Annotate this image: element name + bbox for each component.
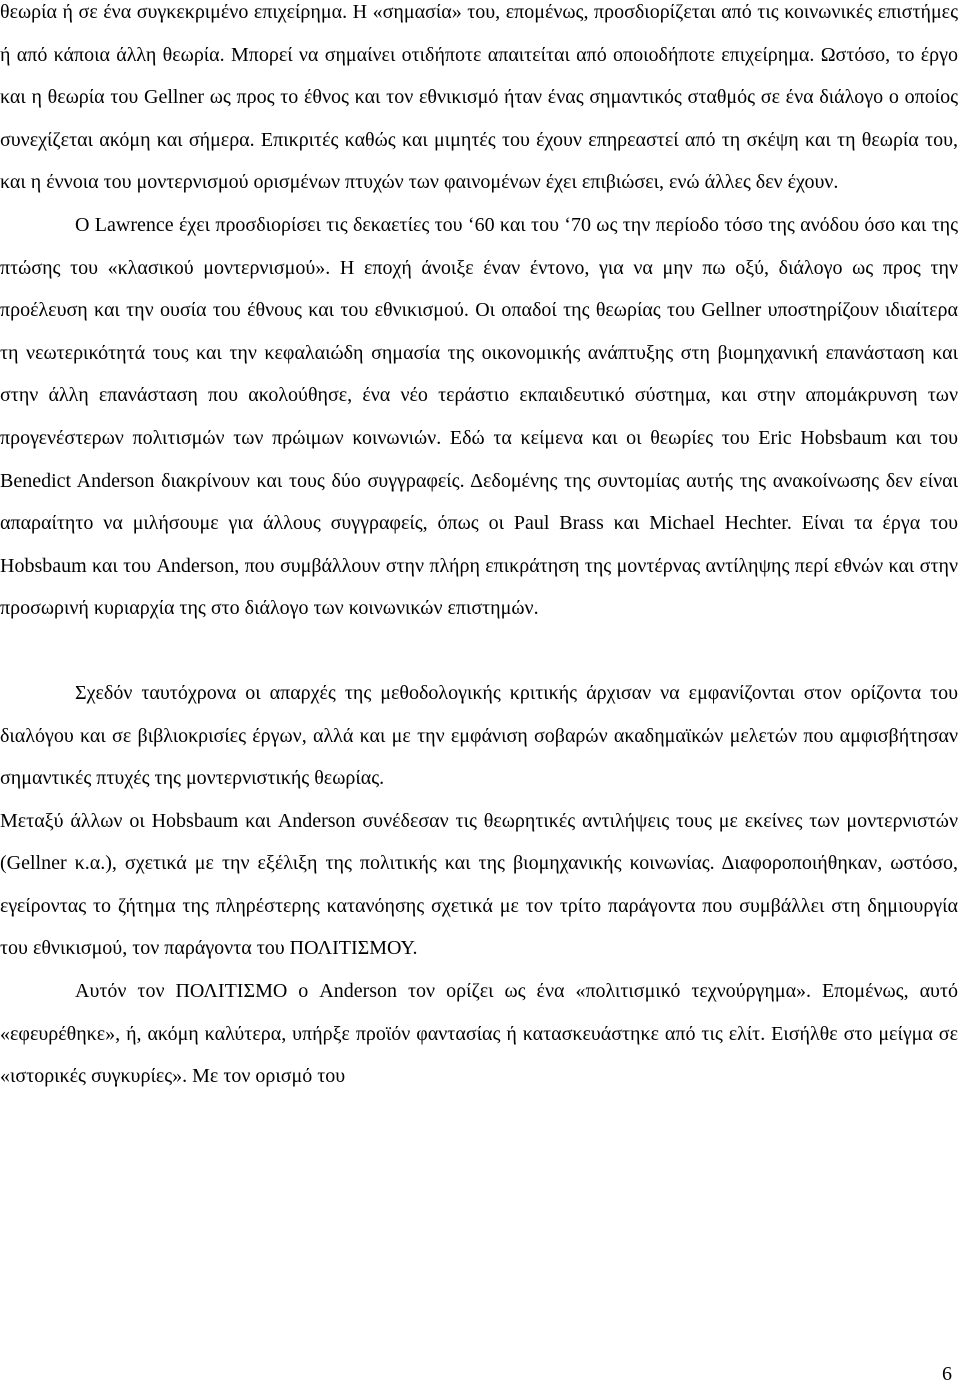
paragraph-2: O Lawrence έχει προσδιορίσει τις δεκαετίες του ‘60 και του ‘70 ως την περίοδο τόσο της ανόδου όσο και της πτώσης του «κλασικού μοντερνισμού». Η εποχή άνοιξε έναν έντονο, για να μην πω οξύ, διάλογο ως προς την προέλευση και την ουσία του έθνους και του εθνικισμού. Οι οπαδοί της θεωρίας του Gellner υποστηρίζουν ιδιαίτερα τη νεωτερικότητά τους και την κεφαλαιώδη σημασία της οικονομικής ανάπτυξης στη βιομηχανική επανάσταση και στην άλλη επανάσταση που ακολούθησε, ένα νέο τεράστιο εκπαιδευτικό σύστημα, και στην απομάκρυνση των προγενέστερων πολιτισμών των πρώιμων κοινωνιών. Εδώ τα κείμενα και οι θεωρίες του Eric Hobsbaum και του Benedict Anderson διακρίνουν και τους δύο συγγραφείς. Δεδομένης της συντομίας αυτής της ανακοίνωσης δεν είναι απαραίτητο να μιλήσουμε για άλλους συγγραφείς, όπως οι Paul Brass και Michael Hechter. Είναι τα έργα του Hobsbaum και του Anderson, που συμβάλλουν στην πλήρη επικράτηση της μοντέρνας αντίληψης περί εθνών και στην προσωρινή κυριαρχία της στο διάλογο των κοινωνικών επιστημών. [0,213,958,620]
paragraph-5: Αυτόν τον ΠΟΛΙΤΙΣΜΟ ο Anderson τον ορίζει ως ένα «πολιτισμικό τεχνούργημα». Επομένως, αυτό «εφευρέθηκε», ή, ακόμη καλύτερα, υπήρξε προϊόν φαντασίας ή κατασκευάστηκε από τις ελίτ. Εισήλθε στο μείγμα σε «ιστορικές συγκυρίες». Με τον ορισμό του [0,980,958,1088]
paragraph-3: Σχεδόν ταυτόχρονα οι απαρχές της μεθοδολογικής κριτικής άρχισαν να εμφανίζονται στον ορίζοντα του διαλόγου και σε βιβλιοκρισίες έργων, αλλά και με την εμφάνιση σοβαρών ακαδημαϊκών μελετών που αμφισβήτησαν σημαντικές πτυχές της μοντερνιστικής θεωρίας. [0,681,958,790]
paragraph-4: Μεταξύ άλλων οι Hobsbaum και Anderson συνέδεσαν τις θεωρητικές αντιλήψεις τους με εκείνες των μοντερνιστών (Gellner κ.α.), σχετικά με την εξέλιξη της πολιτικής και της βιομηχανικής κοινωνίας. Διαφοροποιήθηκαν, ωστόσο, εγείροντας το ζήτημα της πληρέστερης κατανόησης σχετικά με τον τρίτο παράγοντα που συμβάλλει στη δημιουργία του εθνικισμού, τον παράγοντα του ΠΟΛΙΤΙΣΜΟΥ. [0,809,958,960]
page-number: 6 [942,1363,952,1385]
paragraph-1: θεωρία ή σε ένα συγκεκριμένο επιχείρημα. Η «σημασία» του, επομένως, προσδιορίζεται από τις κοινωνικές επιστήμες ή από κάποια άλλη θεωρία. Μπορεί να σημαίνει οτιδήποτε απαιτείται από οποιοδήποτε επιχείρημα. Ωστόσο, το έργο και η θεωρία του Gellner ως προς το έθνος και τον εθνικισμό ήταν ένας σημαντικός σταθμός σε ένα διάλογο ο οποίος συνεχίζεται ακόμη και σήμερα. Επικριτές καθώς και μιμητές του έχουν επηρεαστεί από τη σκέψη και τη θεωρία του, και η έννοια του μοντερνισμού ορισμένων πτυχών των φαινομένων έχει επιβιώσει, ενώ άλλες δεν έχουν. [0,1,958,194]
